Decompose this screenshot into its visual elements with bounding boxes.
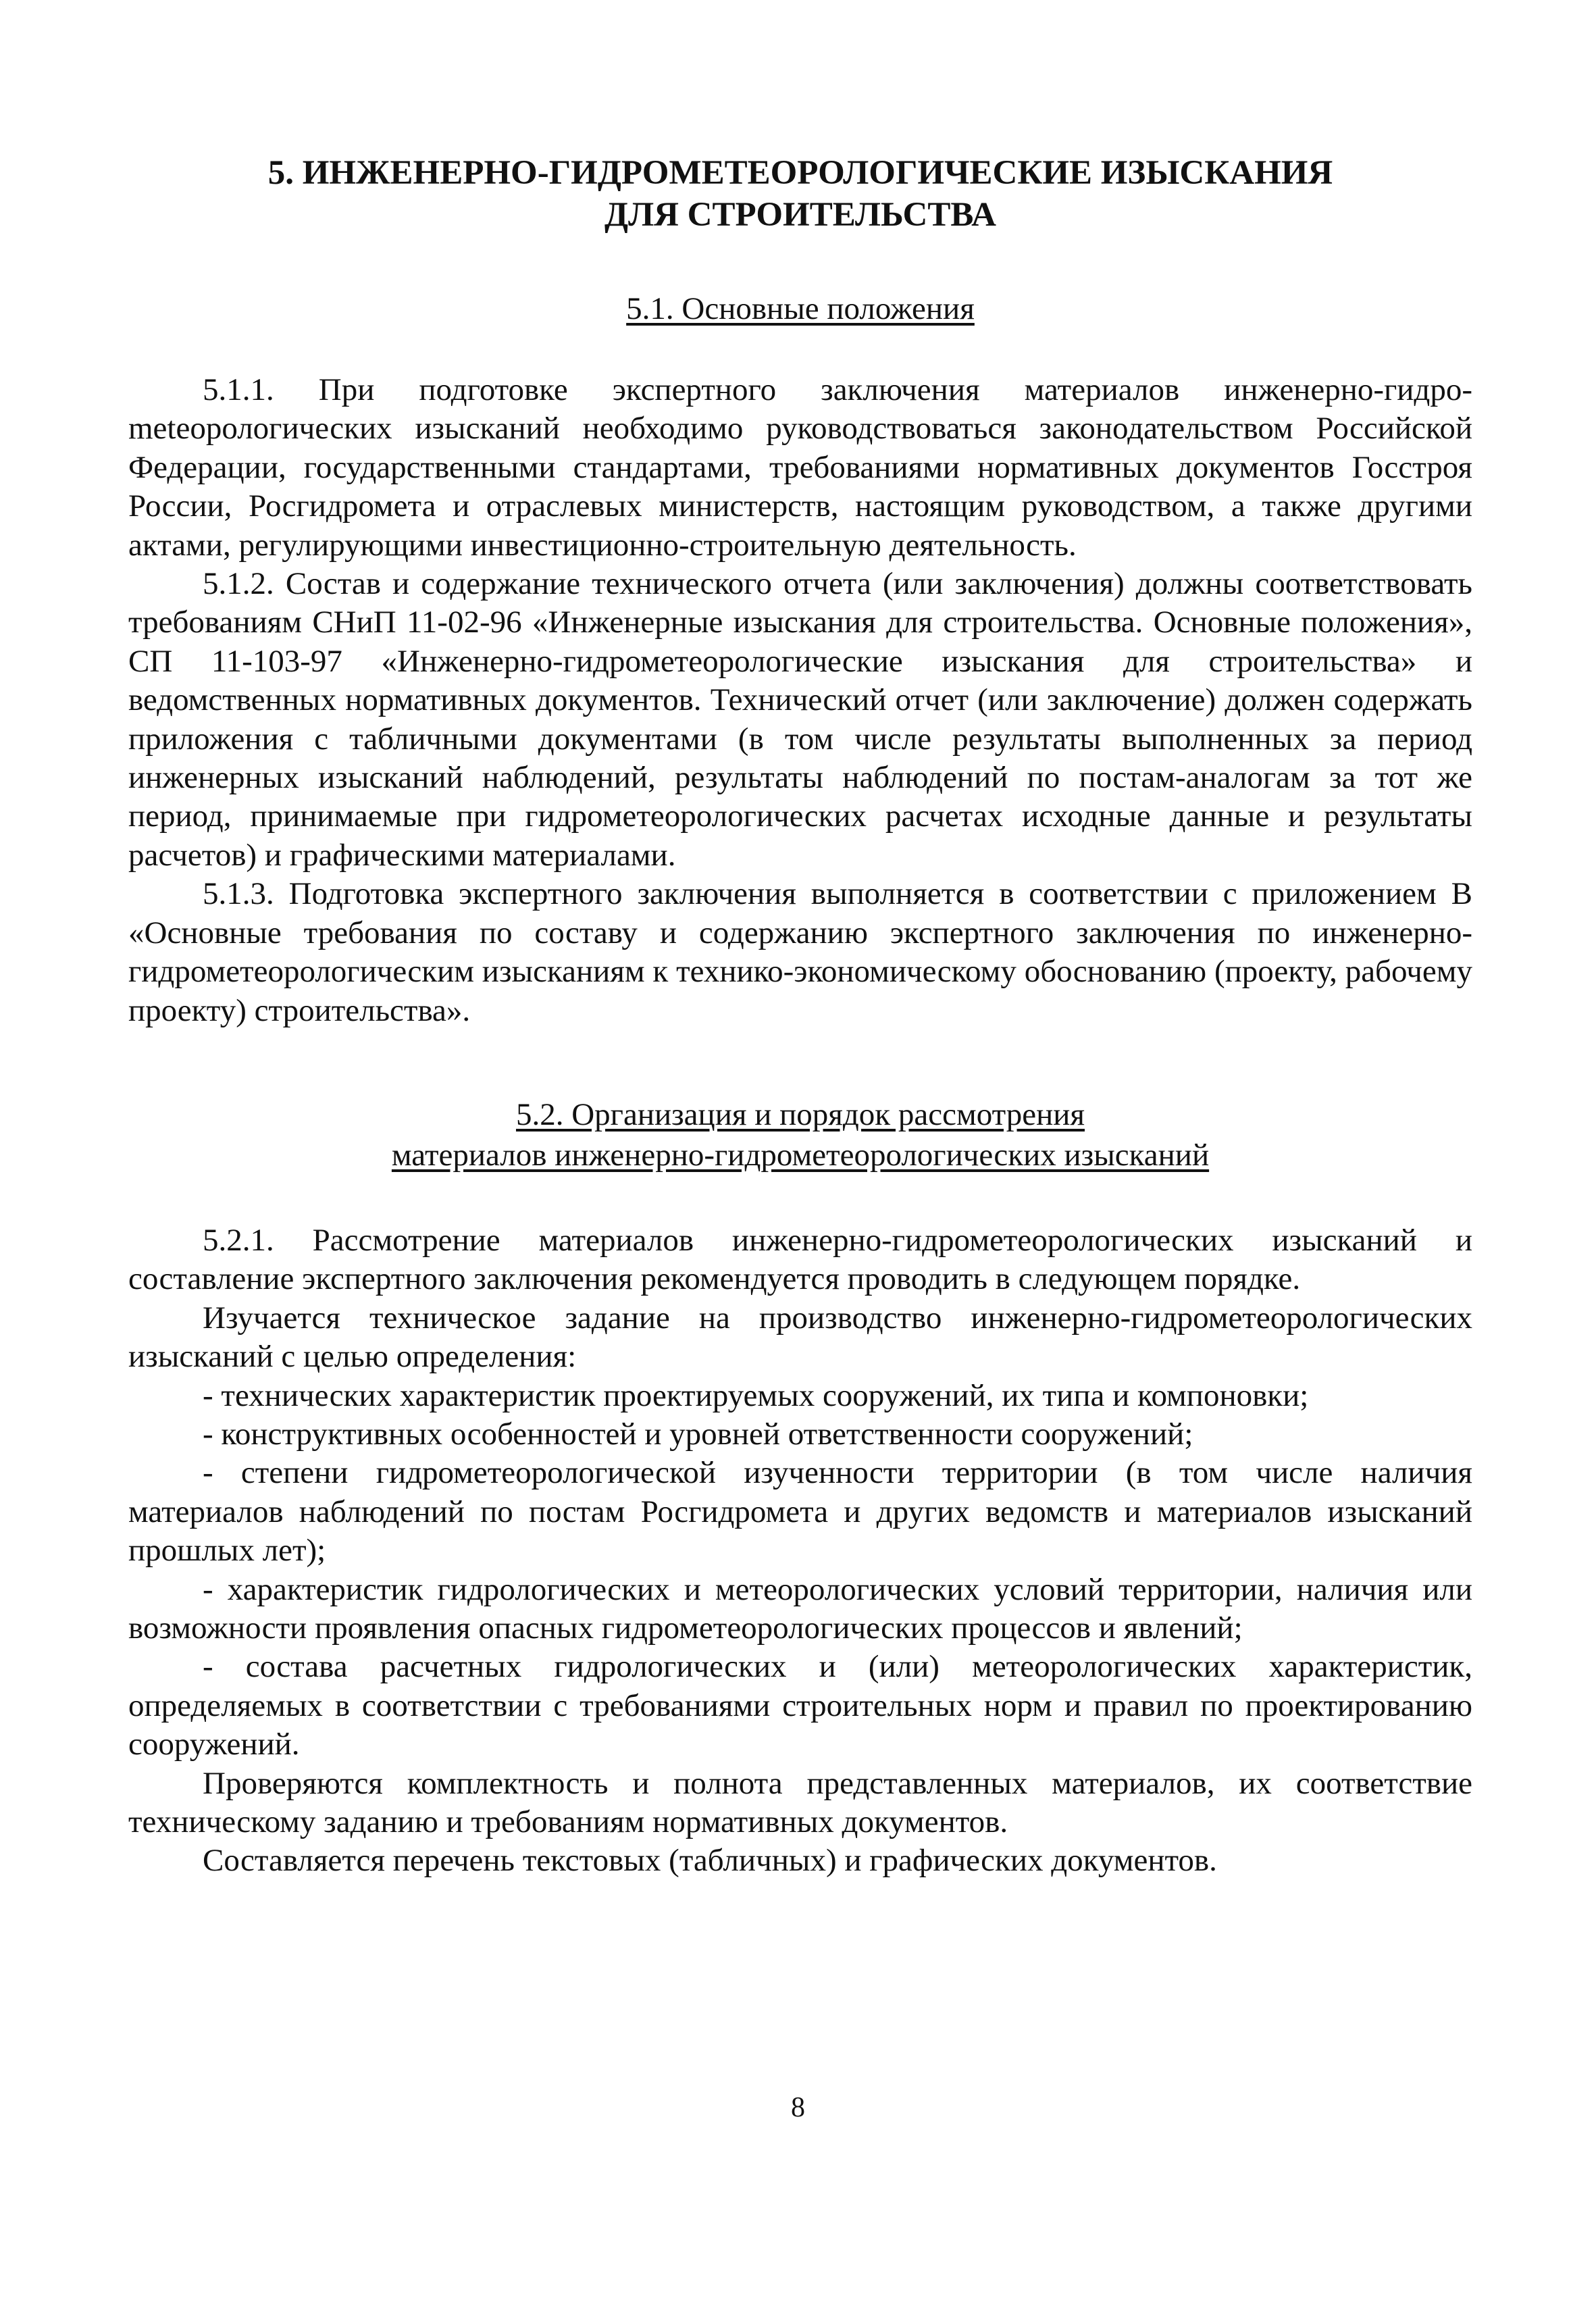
paragraph-completeness-check: Проверяются комплектность и полнота представленных материалов, их соответствие техническому заданию и требованиям нормативных документов. [128,1765,1472,1839]
paragraph-task-study: Изучается техническое задание на производство инженерно-гидрометеорологических изысканий с целью определения: [128,1300,1472,1375]
chapter-title-line-1: 5. ИНЖЕНЕРНО-ГИДРОМЕТЕОРОЛОГИЧЕСКИЕ ИЗЫСКАНИЯ [267,154,1333,192]
paragraph-5-1-2: 5.1.2. Состав и содержание технического отчета (или заключения) должны соответствовать требованиям СНиП 11-02-96 «Инженерные изыскания для строительства. Основные положения», СП 11-103-97 «Инженерно-гидрометеорологические изыскания для строительства» и ведомственных нормативных документов. Технический отчет (или заключение) должен содержать приложения с табличными документами (в том числе результаты выполненных за период инженерных изысканий наблюдений, результаты наблюдений по постам-аналогам за тот же период, принимаемые при гидрометеорологических расчетах исходные данные и результаты расчетов) и графическими материалами. [128,566,1472,873]
chapter-title-line-2: ДЛЯ СТРОИТЕЛЬСТВА [604,196,996,234]
list-item-conditions: - характеристик гидрологических и метеорологических условий территории, наличия или возможности проявления опасных гидрометеорологических процессов и явлений; [128,1571,1472,1646]
page-number: 8 [791,2092,805,2123]
section-5-1-heading [128,288,1472,329]
section-5-1-heading-text: 5.1. Основные положения [626,291,975,326]
section-5-2-heading-line-1: 5.2. Организация и порядок рассмотрения [515,1096,1085,1132]
list-item-design-characteristics: - состава расчетных гидрологических и (или) метеорологических характеристик, определяемых в соответствии с требованиями строительных норм и правил по проектированию сооружений. [128,1649,1472,1762]
list-item-study-degree: - степени гидрометеорологической изученности территории (в том числе наличия материалов наблюдений по постам Росгидромета и других ведомств и материалов изысканий прошлых лет); [128,1455,1472,1569]
section-5-2-heading [128,1094,1472,1175]
list-item-design-features: - конструктивных особенностей и уровней ответственности сооружений; [203,1416,1193,1452]
section-5-2-heading-line-2: материалов инженерно-гидрометеорологических изысканий [391,1137,1210,1173]
paragraph-5-2-1: 5.2.1. Рассмотрение материалов инженерно-гидрометеорологических изысканий и составление экспертного заключения рекомендуется проводить в следующем порядке. [128,1222,1472,1297]
chapter-title [128,152,1472,236]
paragraph-5-1-1: 5.1.1. При подготовке экспертного заключения материалов инженерно-гидроmetеорологических изысканий необходимо руководствоваться законодательством Российской Федерации, государственными стандартами, требованиями нормативных документов Госстроя России, Росгидромета и отраслевых министерств, настоящим руководством, а также другими актами, регулирующими инвестиционно-строительную деятельность. [128,372,1472,563]
document-page [128,135,1472,1881]
list-item-technical-characteristics: - технических характеристик проектируемых сооружений, их типа и компоновки; [203,1377,1309,1413]
paragraph-documents-list: Составляется перечень текстовых (табличных) и графических документов. [203,1843,1217,1879]
paragraph-5-1-3: 5.1.3. Подготовка экспертного заключения выполняется в соответствии с приложением В «Основные требования по составу и содержанию экспертного заключения по инженерно-гидрометеорологическим изысканиям к технико-экономическому обоснованию (проекту, рабочему проекту) строительства». [128,876,1472,1028]
